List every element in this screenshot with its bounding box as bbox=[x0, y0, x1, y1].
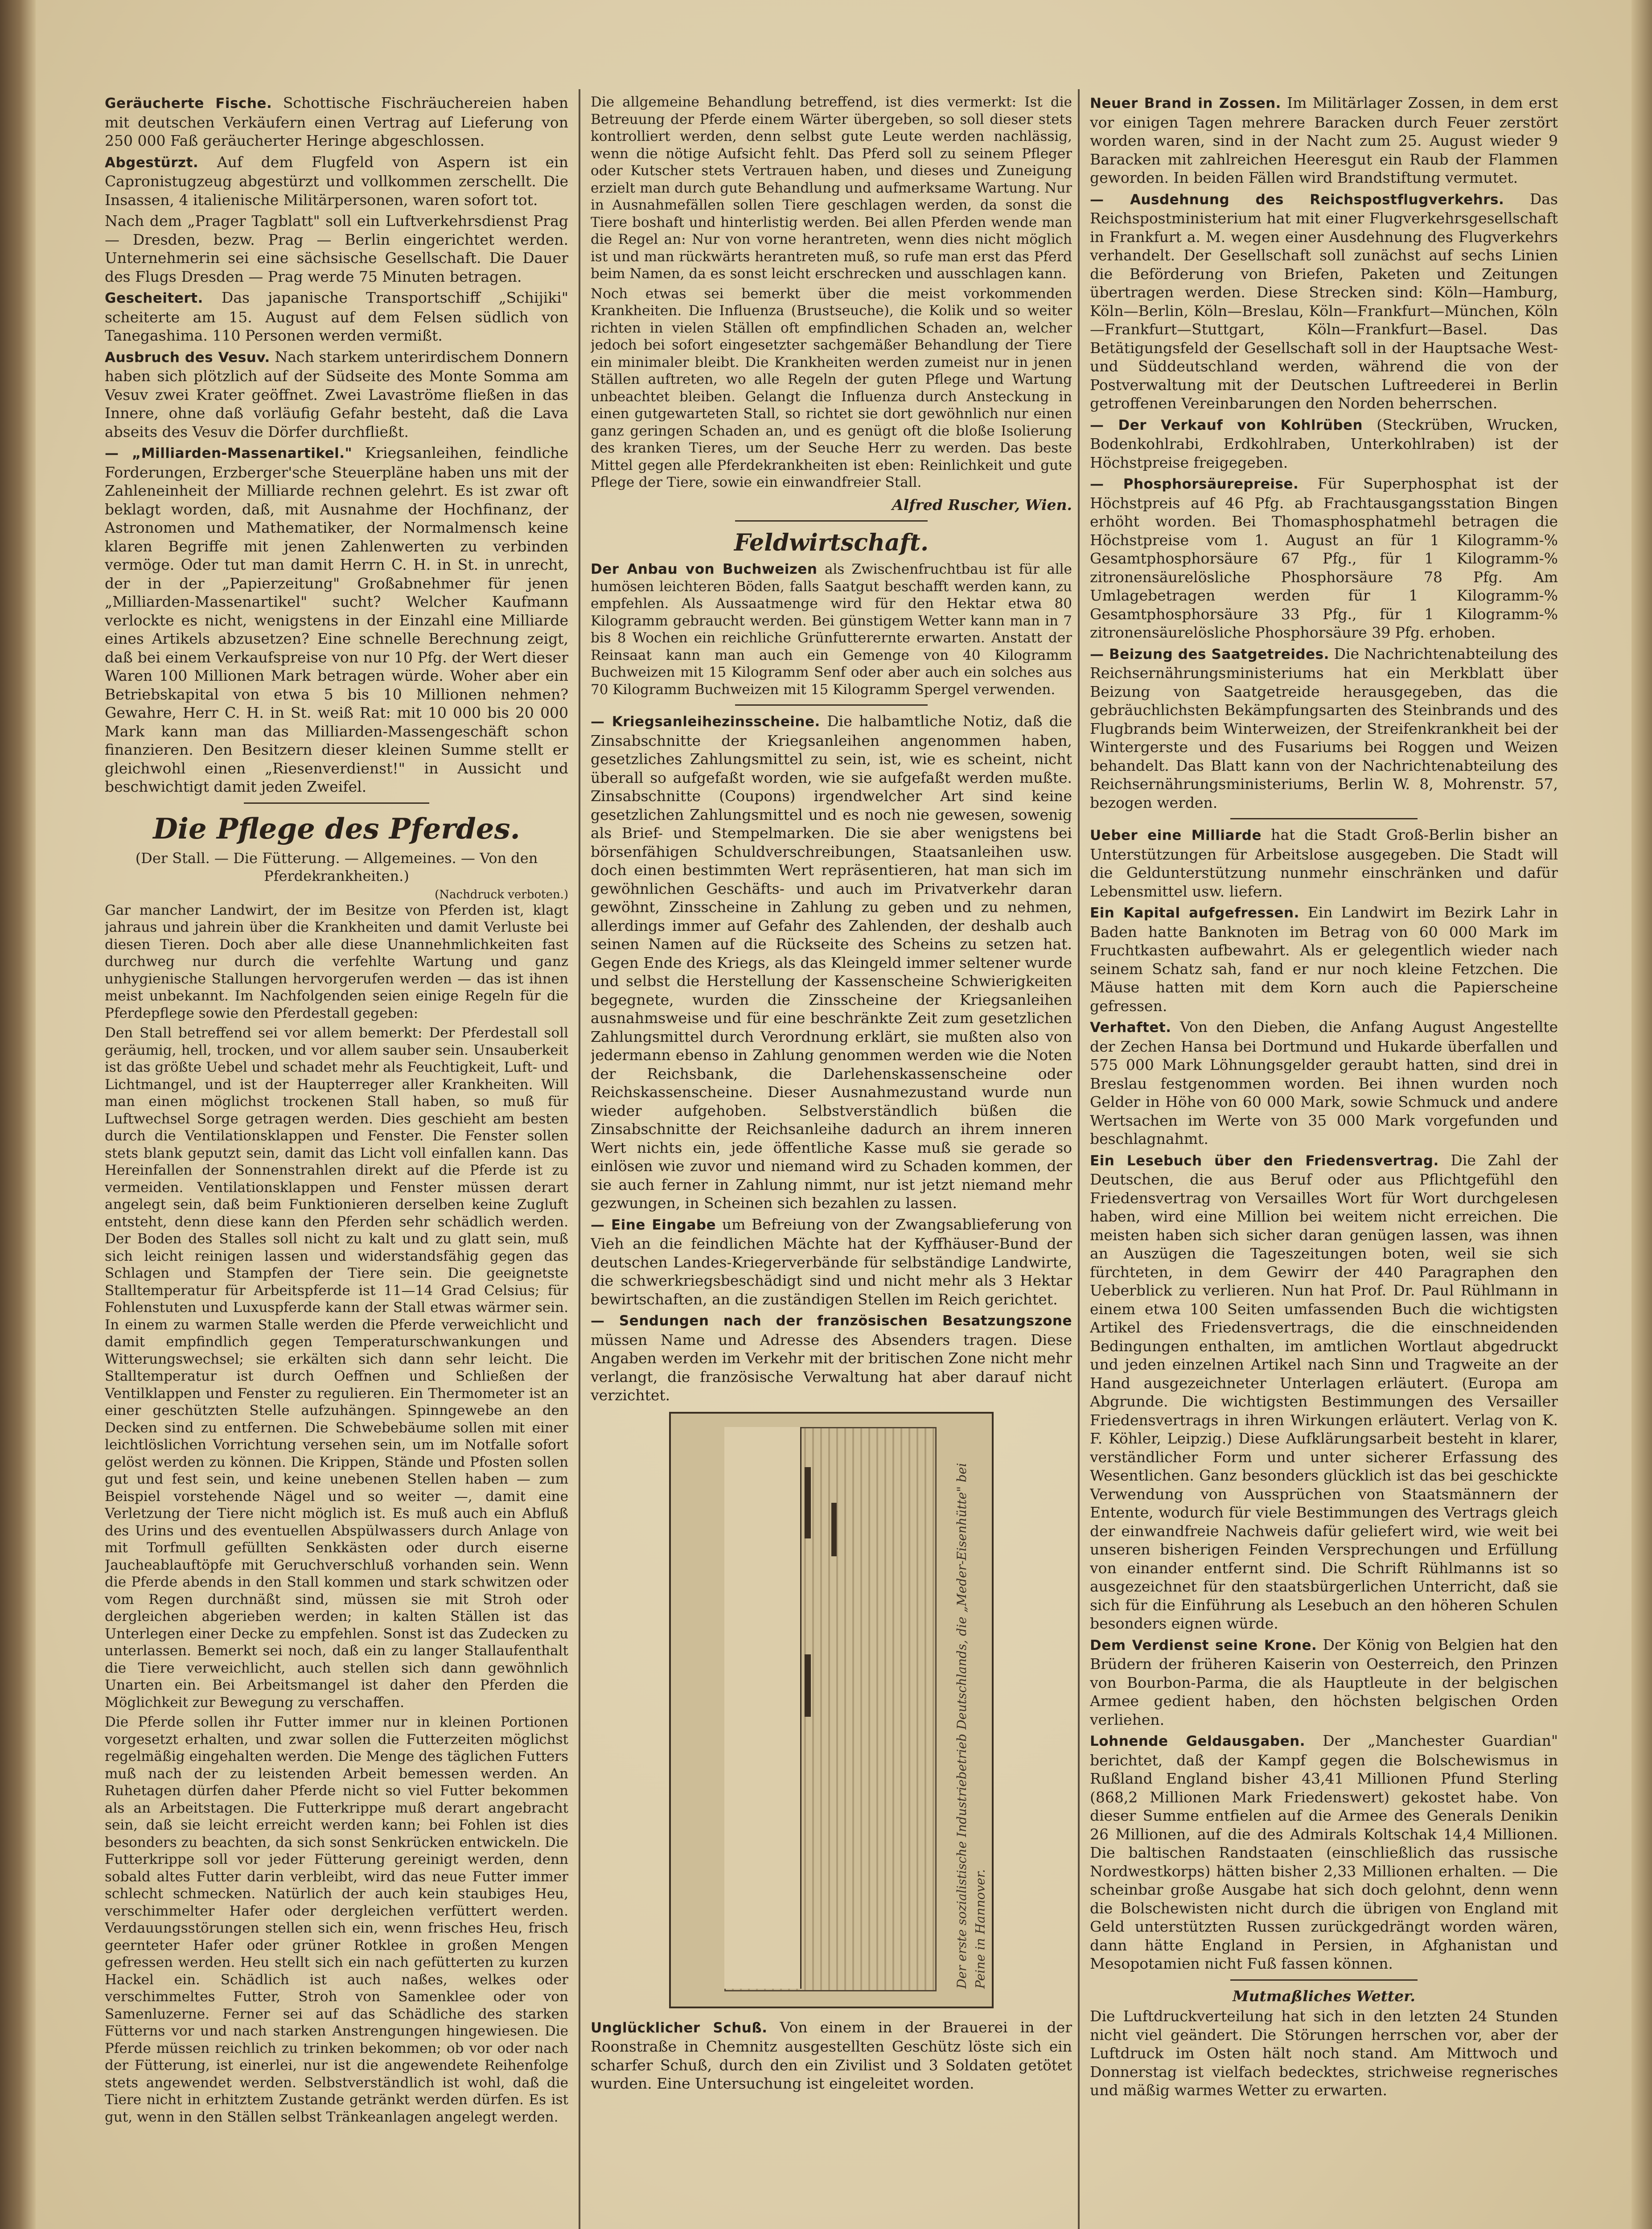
article-text: Von einem in der Brauerei in der Roonstraße in Chemnitz ausgestellten Geschütz löste sich ein scharfer Schuß, durch den ein Zivilist und 3 Soldaten getötet wurden. Eine Untersuchung ist eingeleitet worden. bbox=[591, 2018, 1072, 2092]
article-text: Für Superphosphat ist der Höchstpreis auf 46 Pfg. ab Frachtausgangsstation Bingen erhöht worden. Bei Thomasphosphatmehl betragen die Höchstpreise vom 1. August an für 1 Kilogramm-% Gesamtphosphorsäure 67 Pfg., für 1 Kilogramm-% zitronensäurelösliche Phosphorsäure 78 Pfg. Am Umlagebetragen werden für 1 Kilogramm-% Gesamtphosphorsäure 33 Pfg., für 1 Kilogramm-% zitronensäurelösliche Phosphorsäure 39 Pfg. erhoben. bbox=[1090, 475, 1558, 641]
pferd-behandlung: Die allgemeine Behandlung betreffend, ist dies vermerkt: Ist die Betreuung der Pferde einem Wärter übergeben, so soll dieser stets kontrolliert werden, denn selbst gute Leute werden nachlässig, wenn die nötige Aufsicht fehlt. Das Pferd soll zu seinem Pfleger oder Kutscher stets Vertrauen haben, und dieses und Zuneigung erzielt man durch gute Behandlung und aufmerksame Wartung. Nur in Ausnahmefällen sollen Tiere geschlagen werden, da sonst die Tiere boshaft und hinterlistig werden. Bei allen Pferden wende man die Regel an: Nur von vorne herantreten, wenn dies nicht möglich ist und man rückwärts herantreten muß, so rufe man erst das Pferd beim Namen, da es sonst leicht erschrecken und ausschlagen kann. bbox=[591, 94, 1072, 282]
chimney-shape bbox=[805, 1467, 811, 1538]
article-text: als Zwischenfruchtbau ist für alle humösen leichteren Böden, falls Saatgut beschafft werden kann, zu empfehlen. Als Aussaatmenge wird für den Hektar etwa 80 Kilogramm gebraucht werden. Bei günstigem Wetter kann man in 7 bis 8 Wochen ein reichliche Grünfutterernte erwarten. Anstatt der Reinsaat kann man auch ein Gemenge von 40 Kilogramm Buchweizen mit 15 Kilogramm Senf oder aber auch ein solches aus 70 Kilogramm Buchweizen mit 15 Kilogramm Spergel verwenden. bbox=[591, 561, 1072, 698]
headline: — „Milliarden-Massenartikel." bbox=[105, 445, 353, 461]
section-title-feldwirtschaft: Feldwirtschaft. bbox=[734, 529, 929, 556]
headline: Geräucherte Fische. bbox=[105, 95, 272, 111]
headline: — Ausdehnung des Reichspostflugverkehrs. bbox=[1090, 191, 1504, 208]
article-geldausgaben bbox=[1090, 1731, 1558, 1973]
headline: Ausbruch des Vesuv. bbox=[105, 349, 270, 366]
headline: — Eine Eingabe bbox=[591, 1217, 716, 1233]
pferd-intro: Gar mancher Landwirt, der im Besitze von Pferden ist, klagt jahraus und jahrein über die Krankheiten und damit Verluste bei diesen Tieren. Doch aber alle diese Unannehmlichkeiten fast durchweg nur durch die verfehlte Wartung und ganz unhygienische Stallungen hervorgerufen werden — das ist ihnen meist unbekannt. Im Nachfolgenden seien einige Regeln für die Pferdepflege sowie den Pferdestall gegeben: bbox=[105, 902, 568, 1021]
article-text: Der König von Belgien hat den Brüdern der früheren Kaiserin von Oesterreich, den Prinzen von Bourbon-Parma, die als Hauptleute in der belgischen Armee gedient haben, den höchsten belgischen Orden verliehen. bbox=[1090, 1636, 1558, 1728]
article-phosphor bbox=[1090, 474, 1558, 642]
article-text: um Befreiung von der Zwangsablieferung von Vieh an die feindlichen Mächte hat der Kyffhäuser-Bund der deutschen Landes-Kriegerverbände für selbständige Landwirte, die schwerkriegsbeschädigt sind und nicht mehr als 3 Hektar bewirtschaften, an die zuständigen Stellen im Reich gerichtet. bbox=[591, 1215, 1072, 1308]
column-right bbox=[1090, 94, 1558, 2229]
page-binding-edge bbox=[0, 0, 36, 2229]
article-text: Im Militärlager Zossen, in dem erst vor einigen Tagen mehrere Baracken durch Feuer zerstört worden waren, sind in der Nacht zum 25. August wieder 9 Baracken mit zahlreichen Heeresgut ein Raub der Flammen geworden. In beiden Fällen wird Brandstiftung vermutet. bbox=[1090, 94, 1558, 186]
article-text: Nach starkem unterirdischem Donnern haben sich plötzlich auf der Südseite des Monte Somma am Vesuv zwei Krater geöffnet. Zwei Lavaströme fließen in das Innere, ohne daß vorläufig Gefahr besteht, daß die Lava abseits des Vesuv die Dörfer durchfließt. bbox=[105, 348, 568, 440]
column-rule-1 bbox=[579, 89, 580, 2229]
column-rule-2 bbox=[1078, 89, 1080, 2229]
article-schuss bbox=[591, 2018, 1072, 2093]
author-signature: Alfred Ruscher, Wien. bbox=[892, 496, 1072, 514]
chimney-shape bbox=[805, 1654, 811, 1717]
article-text: hat die Stadt Groß-Berlin bisher an Unterstützungen für Arbeitslose ausgegeben. Die Stadt will die Geldunterstützung nunmehr einschränken und dafür Lebensmittel usw. liefern. bbox=[1090, 826, 1558, 900]
article-fische bbox=[105, 94, 568, 150]
headline: Gescheitert. bbox=[105, 290, 203, 306]
headline: Ein Lesebuch über den Friedensvertrag. bbox=[1090, 1152, 1439, 1169]
article-postflug bbox=[1090, 190, 1558, 413]
article-gescheitert bbox=[105, 288, 568, 345]
article-lesebuch bbox=[1090, 1151, 1558, 1633]
illustration-sky bbox=[724, 1427, 801, 1989]
article-verhaftet bbox=[1090, 1018, 1558, 1148]
headline: Unglücklicher Schuß. bbox=[591, 2019, 768, 2036]
article-sendungen bbox=[591, 1311, 1072, 1405]
article-text: Schottische Fischräuchereien haben mit deutschen Verkäufern einen Vertrag auf Lieferung von 250 000 Faß geräucherter Heringe abgeschlossen. bbox=[105, 94, 568, 149]
reprint-notice: (Nachdruck verboten.) bbox=[435, 888, 568, 901]
article-milliarde bbox=[1090, 826, 1558, 901]
article-abgestuerzt bbox=[105, 153, 568, 210]
article-text: (Steckrüben, Wrucken, Bodenkohlrabi, Erdkohlraben, Unterkohlraben) ist der Höchstpreise freigegeben. bbox=[1090, 415, 1558, 471]
headline: Neuer Brand in Zossen. bbox=[1090, 95, 1281, 111]
divider bbox=[1230, 1979, 1418, 1981]
article-text: Kriegsanleihen, feindliche Forderungen, Erzberger'sche Steuerpläne haben uns mit der Zahleneinheit der Milliarde rechnen gelehrt. Es ist zwar oft beklagt worden, daß, mit Ausnahme der Hochfinanz, der Astronomen und Mathematiker, der Normalmensch keine klaren Begriffe mit jenen Zahlenwerten zu verbinden vermöge. Oder tut man damit Herrn C. H. in St. in unrecht, der in der „Papierzeitung" Großabnehmer für jenen „Milliarden-Massenartikel" sucht? Welcher Kaufmann verlockte es nicht, wenigstens in der Einzahl eine Milliarde eines Artikels abzusetzen? Eine schnelle Berechnung zeigt, daß bei einem Verkaufspreise von nur 10 Pfg. der Wert dieser Waren 100 Millionen Mark betragen würde. Woher aber ein Betriebskapital von etwa 5 bis 10 Millionen nehmen? Gewahre, Herr C. H. in St. weiß Rat: mit 10 000 bis 20 000 Mark kann man das Milliarden-Massengeschäft schon finanzieren. Den Besitzern dieser kleinen Summe stellt er gleichwohl einen „Riesenverdienst!" in Aussicht und beschwichtigt damit jeden Zweifel. bbox=[105, 444, 568, 795]
article-kohlrueben bbox=[1090, 415, 1558, 472]
article-kriegsanleihe bbox=[591, 712, 1072, 1213]
factory-illustration bbox=[669, 1412, 994, 2008]
headline: — Phosphorsäurepreise. bbox=[1090, 476, 1299, 492]
article-buchweizen bbox=[591, 561, 1072, 698]
pferd-fuetterung: Die Pferde sollen ihr Futter immer nur in kleinen Portionen vorgesetzt erhalten, und zwar sollen die Futterzeiten möglichst regelmäßig eingehalten werden. Die Menge des täglichen Futters muß nach der zu leistenden Arbeit bemessen werden. An Ruhetagen dürfen daher Pferde nicht so viel Futter bekommen als an Arbeitstagen. Die Futterkrippe muß derart angebracht sein, daß sie leicht erreicht werden kann; bei Fohlen ist dies besonders zu beachten, da sich sonst Senkrücken entwickeln. Die Futterkrippe soll vor jeder Fütterung gereinigt werden, denn sobald altes Futter darin verbleibt, wird das neue Futter immer schlecht schmecken. Natürlich der auch kein staubiges Heu, verschimmelter Hafer oder dergleichen verfüttert werden. Verdauungsstörungen stellen sich ein, wenn frisches Heu, frisch geernteter Hafer oder grüner Rotklee in großen Mengen gefressen werden. Heu stellt sich ein nach gefütterten zu kurzen Hackel ein. Schädlich ist auch naßes, welkes oder verschimmeltes Futter, Stroh von Samenklee oder von Samenluzerne. Ferner sei auf das Schädliche des starken Fütterns vor und nach starken Anstrengungen hingewiesen. Die Pferde müssen reichlich zu trinken bekommen; ob vor oder nach der Fütterung, ist einerlei, nur ist die angewendete Reihenfolge stets angewendet werden. Selbstverständlich ist wohl, daß die Tiere nicht in erhitztem Zustande getränkt werden dürfen. Es ist gut, wenn in den Ställen selbst Tränkeanlagen angelegt werden. bbox=[105, 1714, 568, 2125]
article-krone bbox=[1090, 1636, 1558, 1729]
weather-title: Mutmaßliches Wetter. bbox=[1232, 1987, 1416, 2005]
divider bbox=[735, 704, 928, 706]
article-text: Der „Manchester Guardian" berichtet, daß der Kampf gegen die Bolschewismus in Rußland England bisher 43,41 Millionen Pfund Sterling (868,2 Millionen Mark Friedenswert) gekostet habe. Von dieser Summe entfielen auf die Armee des Generals Denikin 26 Millionen, auf die des Admirals Koltschak 14,4 Millionen. Die baltischen Randstaaten (einschließlich das russische Nordwestkorps) hätten bisher 2,33 Millionen erhalten. — Die scheinbar große Ausgabe hat sich doch gelohnt, denn wenn die Bolschewisten nicht durch die übrigen von England mit Geld unterstützten Russen zurückgedrängt worden wären, dann hätte England in Persien, in Afghanistan und Mesopotamien nicht Fuß fassen können. bbox=[1090, 1732, 1558, 1972]
column-left bbox=[105, 94, 568, 2229]
article-text: Die halbamtliche Notiz, daß die Zinsabschnitte der Kriegsanleihen angenommen haben, gesetzliches Zahlungsmittel zu sein, ist, wie es scheint, nicht überall so aufgefaßt worden, wie sie aufgefaßt werden mußte. Zinsabschnitte (Coupons) irgendwelcher Art sind keine gesetzlichen Zahlungsmittel und es noch nie gewesen, sowenig als Brief- und Stempelmarken. Die sie aber wenigstens bei börsenfähigen Schuldverschreibungen, Staatsanleihen usw. doch einen bestimmten Wert repräsentieren, hat man sich im gewöhnlichen Geschäfts- und auch im Privatverkehr daran gewöhnt, Zinsscheine in Zahlung zu geben und zu nehmen, allerdings immer auf Gefahr des Zahlenden, der deshalb auch seinen Namen auf die Rückseite des Scheins zu setzen hat. Gegen Ende des Kriegs, als das Kleingeld immer seltener wurde und selbst die Herstellung der Kassenscheine Schwierigkeiten begegnete, wurden die Zinsscheine der Kriegsanleihen ausnahmsweise und für eine beschränkte Zeit zum gesetzlichen Zahlungsmittel durch Verordnung erklärt, sie mußten also von jedermann ebenso in Zahlung genommen werden wie die Noten der Reichsbank, die Darlehenskassenscheine oder Reichskassenscheine. Dieser Ausnahmezustand wurde nun wieder aufgehoben. Selbstverständlich büßen die Zinsabschnitte der Reichsanleihe dadurch an ihrem inneren Wert nichts ein, jede öffentliche Kasse muß sie gerade so einlösen wie zuvor und niemand wird zu Schaden kommen, der sie auch ferner in Zahlung nimmt, nur ist jetzt niemand mehr gezwungen, in Scheinen sich bezahlen zu lassen. bbox=[591, 712, 1072, 1212]
headline: Abgestürzt. bbox=[105, 154, 199, 171]
section-subtitle: (Der Stall. — Die Fütterung. — Allgemeines. — Von den Pferdekrankheiten.) bbox=[135, 849, 538, 884]
headline: Dem Verdienst seine Krone. bbox=[1090, 1637, 1317, 1653]
divider bbox=[735, 520, 928, 522]
article-vesuv bbox=[105, 348, 568, 441]
pferd-stall: Den Stall betreffend sei vor allem bemerkt: Der Pferdestall soll geräumig, hell, trocken, und vor allem sauber sein. Unsauberkeit ist das größte Uebel und schadet mehr als Feuchtigkeit, Luft- und Lichtmangel, und ist der Haupterreger aller Krankheiten. Will man einen möglichst trockenen Stall haben, so muß für Luftwechsel Sorge getragen werden. Dies geschieht am besten durch die Ventilationsklappen und Fenster. Die Fenster sollen stets blank geputzt sein, damit das Licht voll einfallen kann. Das Hereinfallen der Sonnenstrahlen direkt auf die Pferde ist zu vermeiden. Ventilationsklappen und Fenster müssen derart angelegt sein, daß beim Funktionieren derselben keine Zugluft entsteht, denn diese kann den Pferden sehr schädlich werden. Der Boden des Stalles soll nicht zu kalt und zu glatt sein, muß sich leicht reinigen lassen und widerstandsfähig gegen das Schlagen und Stampfen der Tiere sein. Die geeignetste Stalltemperatur für Arbeitspferde ist 11—14 Grad Celsius; für Fohlenstuten und Luxuspferde kann der Stall etwas wärmer sein. In einem zu warmen Stalle werden die Pferde verweichlicht und damit empfindlich gegen Temperaturschwankungen und Witterungswechsel; sie erkälten sich dann sehr leicht. Die Stalltemperatur ist durch Oeffnen und Schließen der Ventilklappen und Fenster zu regulieren. Ein Thermometer ist an einer geschützten Stelle aufzuhängen. Spinngewebe an den Decken sind zu entfernen. Die Schwebebäume sollen mit einer leichtlöslichen Vorrichtung versehen sein, um im Notfalle sofort gelöst werden zu können. Die Krippen, Stände und Pfosten sollen gut und fest sein, und keine unebenen Stellen haben — zum Beispiel vorstehende Nägel und so weiter —, damit eine Verletzung der Tiere nicht möglich ist. Es muß auch ein Abfluß des Urins und des eventuellen Abspülwassers durch Anlage von mit Torfmull gefüllten Senkkästen oder durch eiserne Jaucheablauftöpfe mit Geruchverschluß vorhanden sein. Wenn die Pferde abends in den Stall kommen und stark schwitzen oder vom Regen durchnäßt sind, müssen sie mit Stroh oder dergleichen abgerieben werden; in kalten Ställen ist das Unterlegen einer Decke zu empfehlen. Sonst ist das Zudecken zu unterlassen. Bemerkt sei noch, daß ein zu langer Stallaufenthalt die Tiere verweichlicht, auch stellen sich dann gewöhnlich Unarten ein. Bei Arbeitsmangel ist daher den Pferden die Möglichkeit zur Bewegung zu verschaffen. bbox=[105, 1025, 568, 1711]
article-brand bbox=[1090, 94, 1558, 187]
page-right-edge bbox=[1631, 0, 1652, 2229]
headline: — Beizung des Saatgetreides. bbox=[1090, 646, 1329, 662]
article-text: Die Nachrichtenabteilung des Reichsernährungsministeriums hat ein Merkblatt über Beizung von Saatgetreide herausgegeben, das die gebräuchlichsten Bekämpfungsarten des Steinbrands und des Flugbrands beim Winterweizen, der Streifenkrankheit bei der Wintergerste und des Fusariums bei Roggen und Weizen behandelt. Das Blatt kann von der Nachrichtenabteilung des Reichsernährungsministeriums, Berlin W. 8, Mohrenstr. 57, bezogen werden. bbox=[1090, 645, 1558, 811]
article-text: Auf dem Flugfeld von Aspern ist ein Capronistugzeug abgestürzt und vollkommen zerschellt. Die Insassen, 4 italienische Militärpersonen, waren sofort tot. bbox=[105, 153, 568, 209]
section-title-pferd: Die Pflege des Pferdes. bbox=[153, 812, 520, 846]
headline: Ueber eine Milliarde bbox=[1090, 827, 1262, 843]
headline: Der Anbau von Buchweizen bbox=[591, 561, 818, 577]
article-text: Das japanische Transportschiff „Schijiki" scheiterte am 15. August auf dem Felsen südlich von Tanegashima. 110 Personen werden vermißt. bbox=[105, 289, 568, 344]
article-milliarden bbox=[105, 444, 568, 796]
article-text: Ein Landwirt im Bezirk Lahr in Baden hatte Banknoten im Betrag von 60 000 Mark im Fruchtkasten aufbewahrt. Als er gelegentlich wieder nach seinem Schatz sah, fand er nur noch kleine Fetzchen. Die Mäuse hatten mit dem Korn auch die Papierscheine gefressen. bbox=[1090, 904, 1558, 1015]
article-kapital bbox=[1090, 903, 1558, 1015]
headline: Lohnende Geldausgaben. bbox=[1090, 1733, 1305, 1749]
headline: — Sendungen nach der französischen Besatzungszone bbox=[591, 1313, 1072, 1329]
article-text: Das Reichspostministerium hat mit einer Flugverkehrsgesellschaft in Frankfurt a. M. wegen einer Ausdehnung des Flugverkehrs verhandelt. Der Gesellschaft soll zunächst auf sechs Linien die Beförderung von Briefen, Paketen und Zeitungen übertragen werden. Diese Strecken sind: Köln—Hamburg, Köln—Berlin, Köln—Breslau, Köln—Frankfurt—München, Köln—Frankfurt—Stuttgart, Köln—Frankfurt—Basel. Das Betätigungsfeld der Gesellschaft soll in der Hauptsache West- und Süddeutschland werden, während die von der Postverwaltung mit der Deutschen Luftreederei in Berlin getroffenen Vereinbarungen den Norden beherrschen. bbox=[1090, 190, 1558, 412]
weather-report: Die Luftdruckverteilung hat sich in den letzten 24 Stunden nicht viel geändert. Die Störungen herrschen vor, aber der Luftdruck im Osten hält noch stand. Am Mittwoch und Donnerstag ist vielfach bedecktes, strichweise regnerisches und mäßig warmes Wetter zu erwarten. bbox=[1090, 2007, 1558, 2099]
article-text: Die Zahl der Deutschen, die aus Beruf oder aus Pflichtgefühl den Friedensvertrag von Versailles Wort für Wort durchgelesen haben, wird eine Million bei weitem nicht erreichen. Die meisten haben sich sicher daran genügen lassen, was ihnen an Auszügen die Tageszeitungen boten, weil sie sich fürchteten, in dem Gewirr der 440 Paragraphen den Ueberblick zu verlieren. Nun hat Prof. Dr. Paul Rühlmann in einem etwa 100 Seiten umfassenden Buch die wichtigsten Artikel des Friedensvertrags, die die einschneidenden Bedingungen enthalten, im amtlichen Wortlaut abgedruckt und jeden einzelnen Artikel nach Sinn und Tragweite an der Hand ausgezeichneter Unterlagen erläutert. (Europa am Abgrunde. Die wichtigsten Bestimmungen des Versailler Friedensvertrags in ihren Wirkungen erläutert. Verlag von K. F. Köhler, Leipzig.) Diese Aufklärungsarbeit besteht in klarer, verständlicher Form und unter sicherer Erfassung des Wesentlichen. Ganz besonders glücklich ist das bei geschickte Verwendung von Aussprüchen von Staatsmännern der Entente, wodurch für viele Bestimmungen des Vertrags gleich der einwandfreie Nachweis dafür geliefert wird, wie weit bei unseren bisherigen Feinden Versprechungen und Erfüllung von einander entfernt sind. Die Schrift Rühlmanns ist so ausgezeichnet für den staatsbürgerlichen Unterricht, daß sie sich für die Einführung als Lesebuch an den höheren Schulen besonders eignen würde. bbox=[1090, 1151, 1558, 1632]
divider bbox=[1230, 818, 1418, 819]
pferd-krankheiten: Noch etwas sei bemerkt über die meist vorkommenden Krankheiten. Die Influenza (Brustseuche), die Kolik und so weiter richten in vielen Ställen oft empfindlichen Schaden an, welcher jedoch bei sofort eingesetzter sachgemäßer Behandlung der Tiere ein minimaler bleibt. Die Krankheiten werden zumeist nur in jenen Ställen auftreten, wo alle Regeln der guten Pflege und Wartung unbeachtet bleiben. Gelangt die Influenza durch Ansteckung in einen gutgewarteten Stall, so richtet sie dort gewöhnlich nur einen ganz geringen Schaden an, und es genügt oft die bloße Isolierung des kranken Tieres, um der Seuche Herr zu werden. Das beste Mittel gegen alle Pferdekrankheiten ist eben: Reinlichkeit und gute Pflege der Tiere, sowie ein einwandfreier Stall. bbox=[591, 285, 1072, 490]
chimney-shape bbox=[831, 1503, 837, 1556]
headline: — Kriegsanleihezinsscheine. bbox=[591, 714, 820, 730]
headline: — Der Verkauf von Kohlrüben bbox=[1090, 417, 1363, 433]
headline: Ein Kapital aufgefressen. bbox=[1090, 905, 1299, 921]
column-middle bbox=[591, 94, 1072, 2229]
article-eingabe bbox=[591, 1215, 1072, 1309]
headline: Verhaftet. bbox=[1090, 1020, 1171, 1036]
article-luftverkehr: Nach dem „Prager Tagblatt" soll ein Luftverkehrsdienst Prag — Dresden, bezw. Prag — Berlin eingerichtet werden. Unternehmerin sei eine sächsische Gesellschaft. Die Dauer des Flugs Dresden — Prag werde 75 Minuten betragen. bbox=[105, 212, 568, 285]
illustration-caption: Der erste sozialistische Industriebetrieb Deutschlands, die „Meder-Eisenhütte" bei Peine in Hannover. bbox=[954, 1463, 988, 1989]
divider bbox=[244, 802, 429, 804]
article-text: müssen Name und Adresse des Absenders tragen. Diese Angaben werden im Verkehr mit der britischen Zone nicht mehr verlangt, die französische Verwaltung hat aber darauf nicht verzichtet. bbox=[591, 1331, 1072, 1404]
article-text: Von den Dieben, die Anfang August Angestellte der Zechen Hansa bei Dortmund und Hukarde überfallen und 575 000 Mark Löhnungsgelder geraubt hatten, sind drei in Breslau festgenommen worden. Bei ihnen wurden noch Gelder in Höhe von 60 000 Mark, sowie Schmuck und andere Wertsachen im Werte von 35 000 Mark vorgefunden und beschlagnahmt. bbox=[1090, 1018, 1558, 1147]
article-beizung bbox=[1090, 645, 1558, 812]
